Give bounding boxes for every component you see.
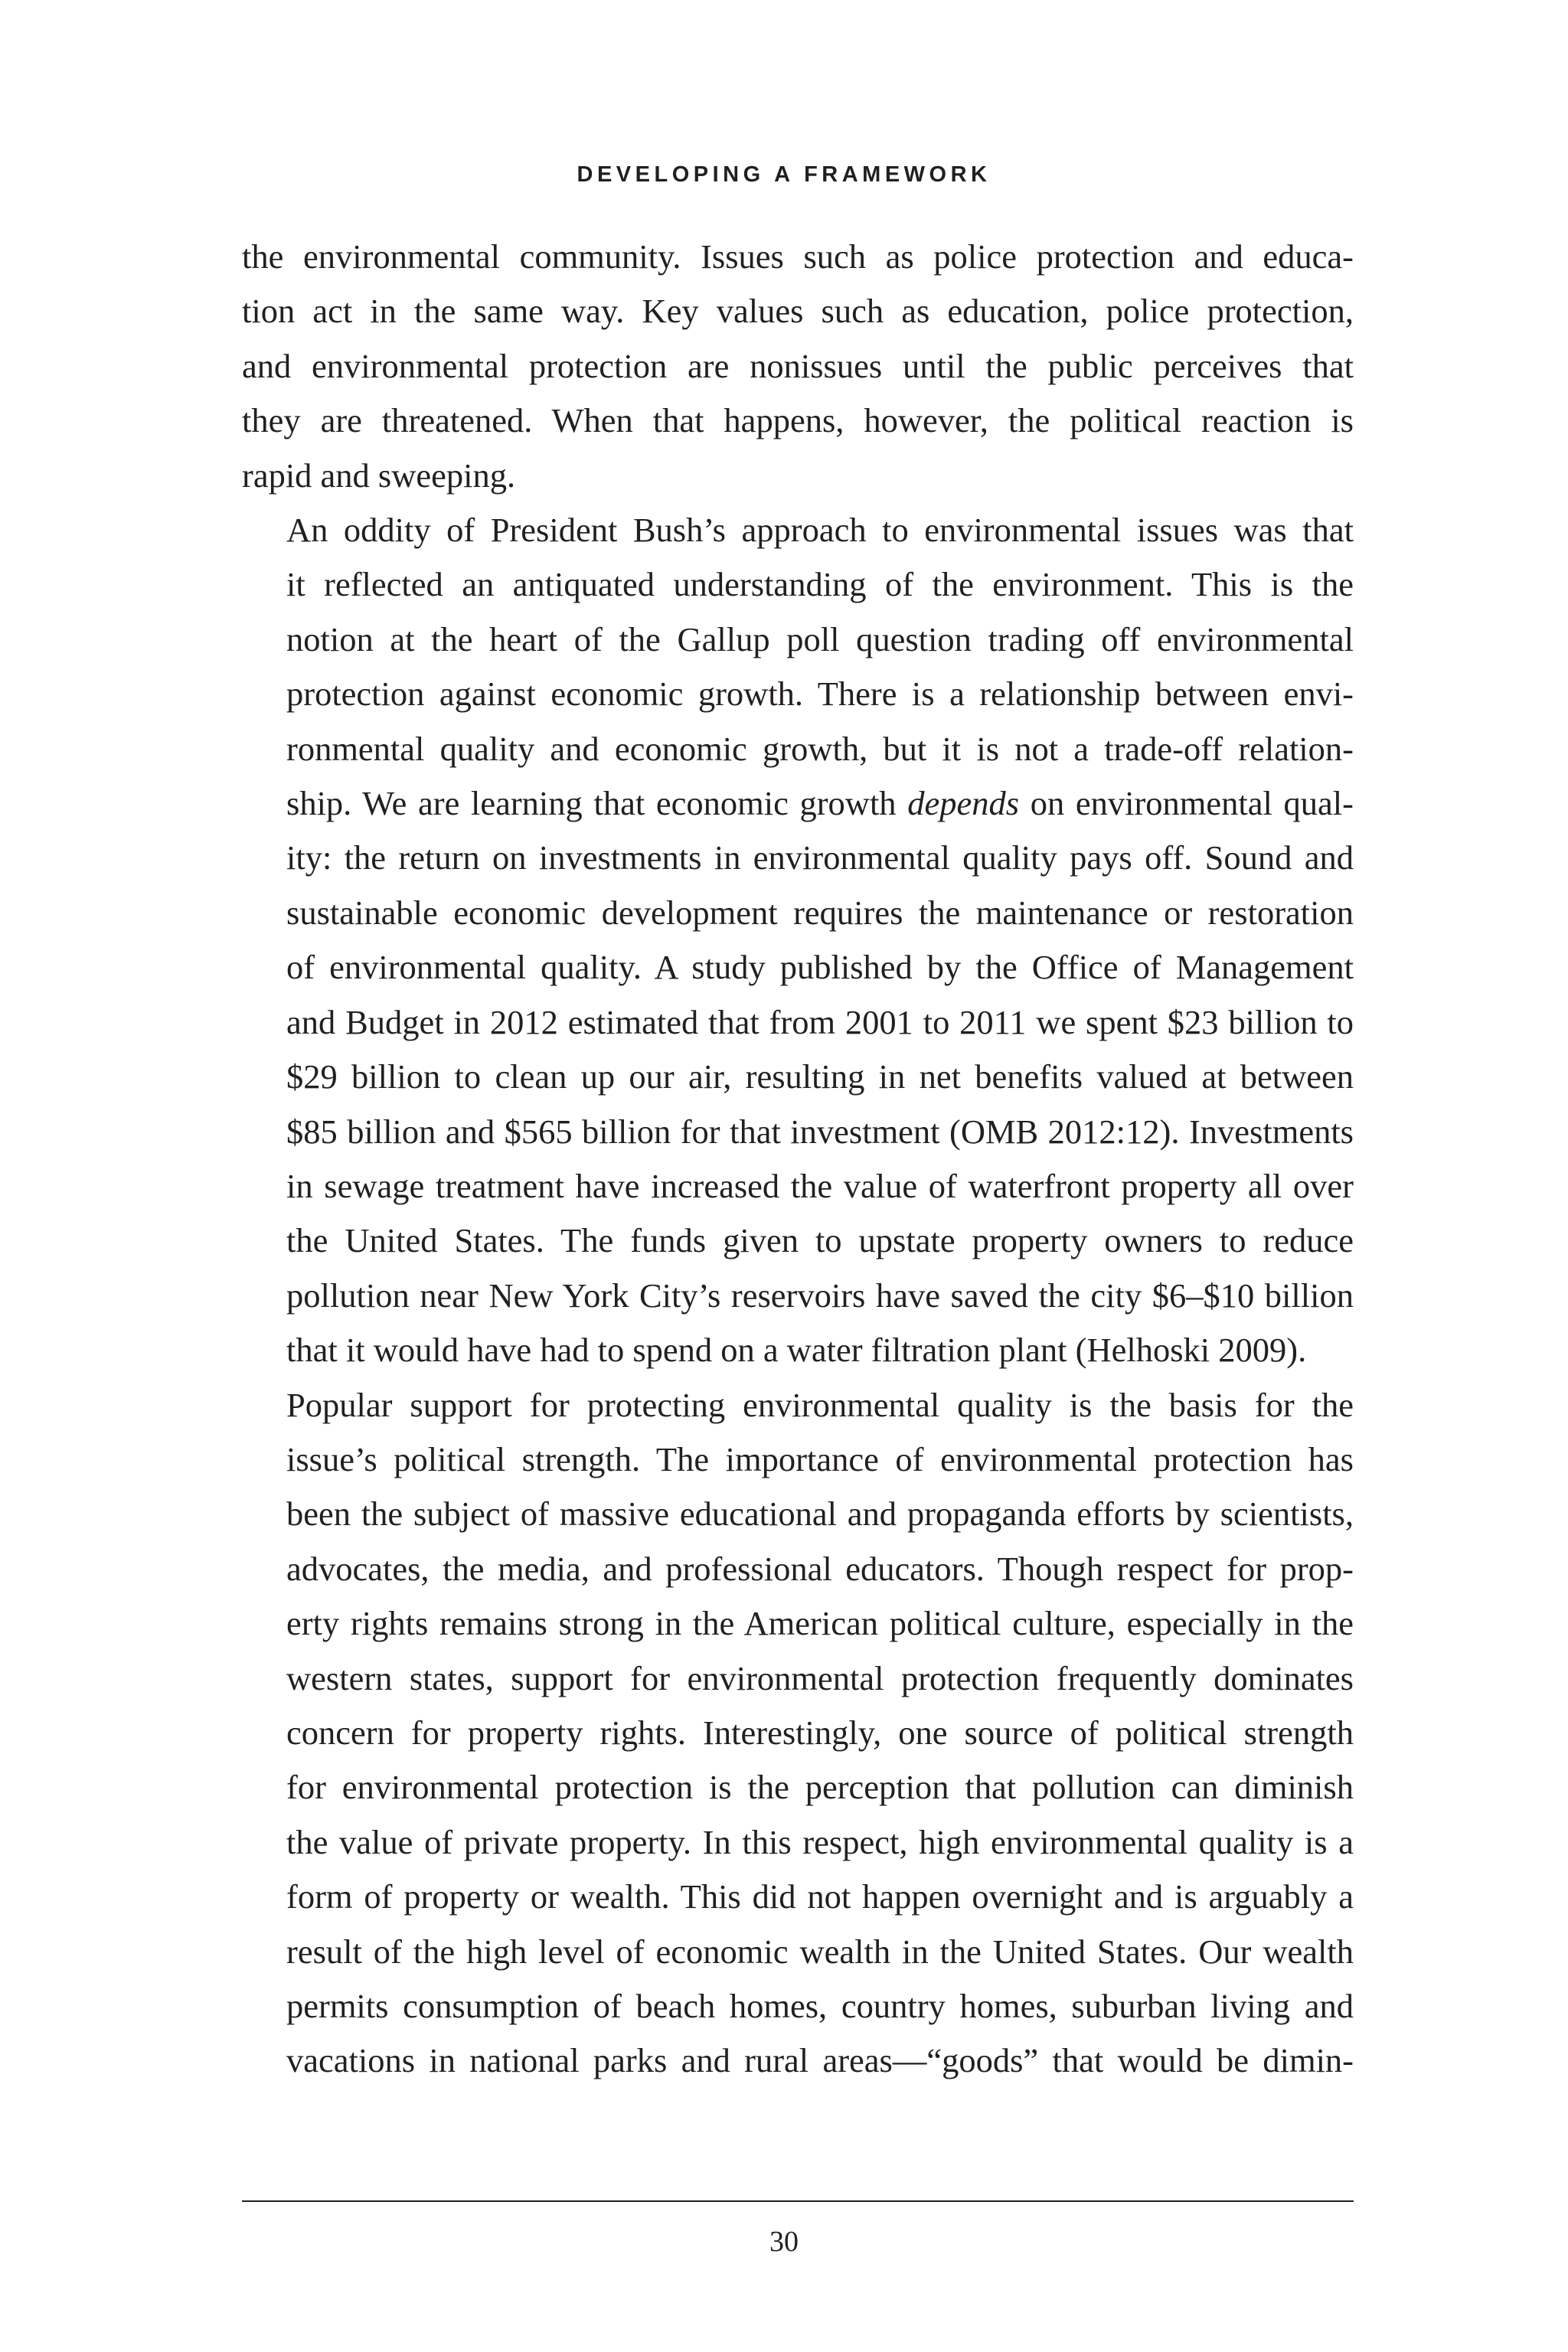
text-line: they are threatened. When that happens, however, the political reaction is xyxy=(242,401,1354,440)
text-line: Popular support for protecting environmental quality is the basis for the xyxy=(286,1385,1354,1424)
text-line: $85 billion and $565 billion for that investment (OMB 2012:12). Investments xyxy=(286,1112,1354,1151)
text-line: concern for property rights. Interestingly, one source of political strength xyxy=(286,1713,1354,1752)
text-line: of environmental quality. A study published by the Office of Management xyxy=(286,948,1354,987)
text-line: the value of private property. In this respect, high environmental quality is a xyxy=(286,1822,1354,1861)
text-line: tion act in the same way. Key values such as education, police protection, xyxy=(242,292,1354,331)
paragraph-3 xyxy=(242,1378,1354,2089)
text-line: the United States. The funds given to upstate property owners to reduce xyxy=(286,1221,1354,1260)
text-line: the environmental community. Issues such as police protection and educa- xyxy=(242,237,1354,276)
emphasized-word: depends xyxy=(907,784,1020,823)
text-line: it reflected an antiquated understanding of the environment. This is the xyxy=(286,565,1354,604)
text-line: protection against economic growth. There is a relationship between envi- xyxy=(286,675,1354,714)
text-line: notion at the heart of the Gallup poll question trading off environmental xyxy=(286,619,1354,658)
text-line: western states, support for environmental protection frequently dominates xyxy=(286,1658,1354,1697)
text-line: permits consumption of beach homes, country homes, suburban living and xyxy=(286,1987,1354,2025)
page-number: 30 xyxy=(769,2226,799,2258)
text-line: been the subject of massive educational and propaganda efforts by scientists, xyxy=(286,1494,1354,1534)
paragraph-1 xyxy=(242,230,1354,503)
text-line: ronmental quality and economic growth, but it is not a trade-off relation- xyxy=(286,729,1354,768)
paragraph-2 xyxy=(242,503,1354,1378)
running-head: DEVELOPING A FRAMEWORK xyxy=(577,162,991,187)
text-line: vacations in national parks and rural areas—“goods” that would be dimin- xyxy=(286,2041,1354,2080)
text-line: and environmental protection are nonissues until the public perceives that xyxy=(242,346,1354,385)
text-line: that it would have had to spend on a water filtration plant (Helhoski 2009). xyxy=(286,1331,1307,1370)
text-line: in sewage treatment have increased the value of waterfront property all over xyxy=(286,1166,1354,1205)
text-line: sustainable economic development requires the maintenance or restoration xyxy=(286,893,1354,932)
text-line: ity: the return on investments in environmental quality pays off. Sound and xyxy=(286,838,1354,877)
text-line: advocates, the media, and professional educators. Though respect for prop- xyxy=(286,1549,1354,1588)
body-text xyxy=(242,230,1354,2089)
text-line: pollution near New York City’s reservoirs have saved the city $6–$10 billion xyxy=(286,1276,1354,1315)
text-line: An oddity of President Bush’s approach to environmental issues was that xyxy=(286,511,1354,550)
text-line: issue’s political strength. The importance of environmental protection has xyxy=(286,1439,1354,1478)
text-line-with-emphasis: ship. We are learning that economic growth depends on environmental qual- xyxy=(286,784,1354,823)
text-line: erty rights remains strong in the American political culture, especially in the xyxy=(286,1604,1354,1643)
text-line: and Budget in 2012 estimated that from 2001 to 2011 we spent $23 billion to xyxy=(286,1002,1354,1041)
text-line: result of the high level of economic wealth in the United States. Our wealth xyxy=(286,1932,1354,1971)
text-line: rapid and sweeping. xyxy=(242,456,516,495)
text-line: for environmental protection is the perception that pollution can diminish xyxy=(286,1768,1354,1807)
text-line: $29 billion to clean up our air, resulting in net benefits valued at between xyxy=(286,1057,1354,1096)
footer-rule xyxy=(242,2200,1354,2202)
text-line: form of property or wealth. This did not happen overnight and is arguably a xyxy=(286,1877,1354,1916)
